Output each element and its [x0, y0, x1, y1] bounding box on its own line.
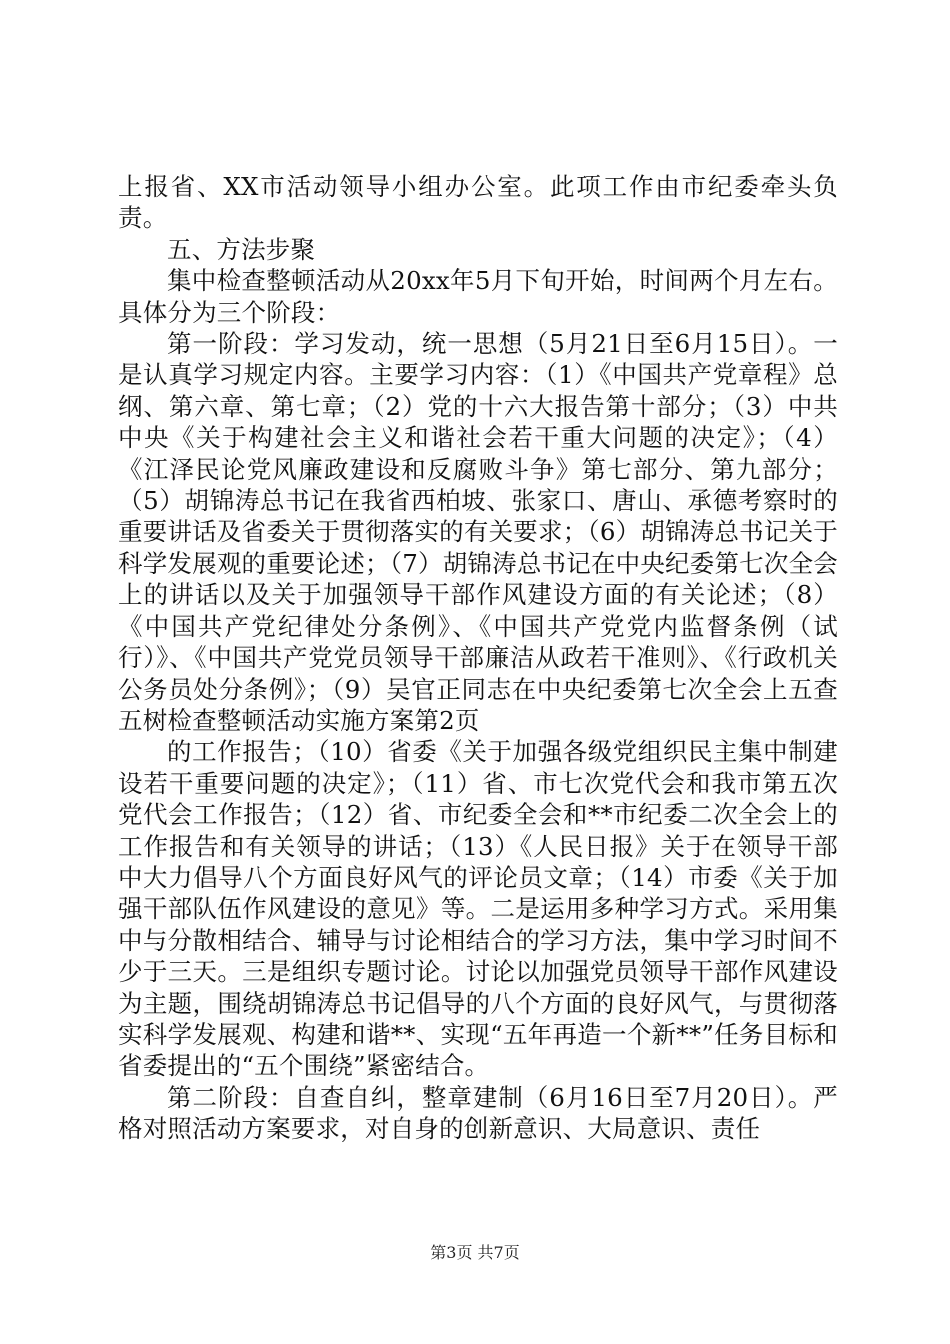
- document-body: [118, 171, 838, 1145]
- paragraph-activity-overview: 集中检查整顿活动从20xx年5月下旬开始，时间两个月左右。具体分为三个阶段：: [118, 266, 838, 327]
- page-footer: 第3页 共7页: [430, 1243, 520, 1262]
- section-heading-method-steps: 五、方法步聚: [167, 234, 316, 264]
- paragraph-stage-two: 第二阶段：自查自纠，整章建制（6月16日至7月20日）。严格对照活动方案要求，对自身的创新意识、大局意识、责任: [118, 1082, 838, 1144]
- paragraph-report-continuation: 上报省、XX市活动领导小组办公室。此项工作由市纪委牵头负责。: [118, 172, 838, 233]
- paragraph-stage-one: 第一阶段：学习发动，统一思想（5月21日至6月15日）。一是认真学习规定内容。主要学习内容：（1）《中国共产党章程》总纲、第六章、第七章；（2）党的十六大报告第十部分；（3）中共中央《关于构建社会主义和谐社会若干重大问题的决定》；（4）《江泽民论党风廉政建设和反腐败斗争》第七部分、第九部分；（5）胡锦涛总书记在我省西柏坡、张家口、唐山、承德考察时的重要讲话及省委关于贯彻落实的有关要求；（6）胡锦涛总书记关于科学发展观的重要论述；（7）胡锦涛总书记在中央纪委第七次全会上的讲话以及关于加强领导干部作风建设方面的有关论述；（8）《中国共产党纪律处分条例》、《中国共产党党内监督条例（试行）》、《中国共产党党员领导干部廉洁从政若干准则》、《行政机关公务员处分条例》；（9）吴官正同志在中央纪委第七次全会上五查五树检查整顿活动实施方案第2页: [118, 329, 838, 735]
- paragraph-stage-one-continued: 的工作报告；（10）省委《关于加强各级党组织民主集中制建设若干重要问题的决定》；（11）省、市七次党代会和我市第五次党代会工作报告；（12）省、市纪委全会和**市纪委二次全会上的工作报告和有关领导的讲话；（13）《人民日报》关于在领导干部中大力倡导八个方面良好风气的评论员文章；（14）市委《关于加强干部队伍作风建设的意见》等。二是运用多种学习方式。采用集中与分散相结合、辅导与讨论相结合的学习方法，集中学习时间不少于三天。三是组织专题讨论。讨论以加强党员领导干部作风建设为主题，围绕胡锦涛总书记倡导的八个方面的良好风气，与贯彻落实科学发展观、构建和谐**、实现“五年再造一个新**”任务目标和省委提出的“五个围绕”紧密结合。: [118, 737, 838, 1081]
